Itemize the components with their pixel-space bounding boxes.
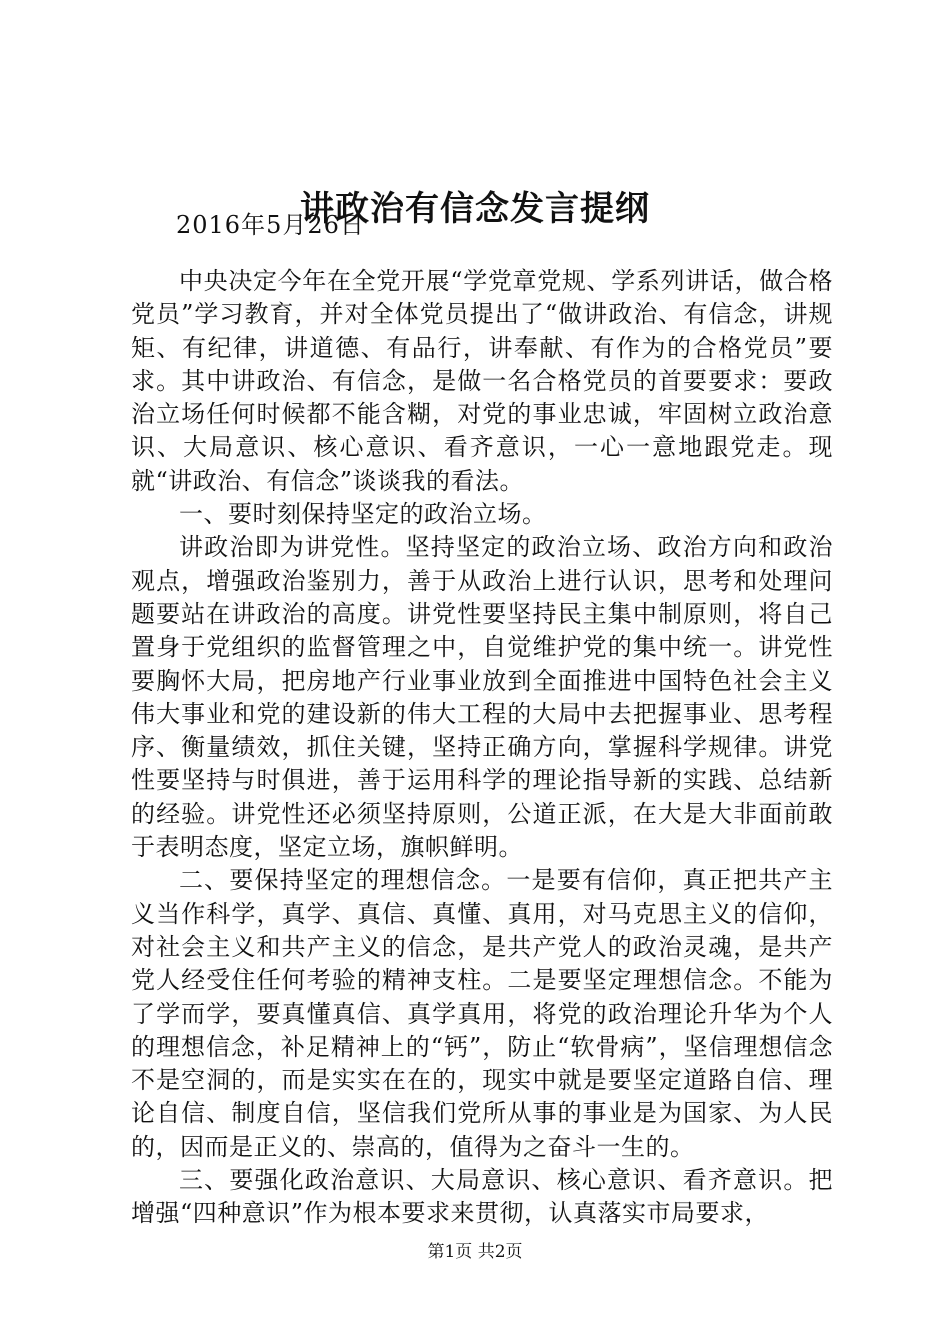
paragraph-section-3: 三、要强化政治意识、大局意识、核心意识、看齐意识。把增强“四种意识”作为根本要求来贯彻，认真落实市局要求， — [131, 1166, 833, 1228]
document-body — [131, 265, 833, 1231]
paragraph-intro: 中央决定今年在全党开展“学党章党规、学系列讲话，做合格党员”学习教育，并对全体党员提出了“做讲政治、有信念，讲规矩、有纪律，讲道德、有品行，讲奉献、有作为的合格党员”要求。其中讲政治、有信念，是做一名合格党员的首要要求：要政治立场任何时候都不能含糊，对党的事业忠诚，牢固树立政治意识、大局意识、核心意识、看齐意识，一心一意地跟党走。现就“讲政治、有信念”谈谈我的看法。 — [131, 267, 833, 495]
paragraph-section-1: 讲政治即为讲党性。坚持坚定的政治立场、政治方向和政治观点，增强政治鉴别力，善于从政治上进行认识，思考和处理问题要站在讲政治的高度。讲党性要坚持民主集中制原则，将自己置身于党组织的监督管理之中，自觉维护党的集中统一。讲党性要胸怀大局，把房地产行业事业放到全面推进中国特色社会主义伟大事业和党的建设新的伟大工程的大局中去把握事业、思考程序、衡量绩效，抓住关键，坚持正确方向，掌握科学规律。讲党性要坚持与时俱进，善于运用科学的理论指导新的实践、总结新的经验。讲党性还必须坚持原则，公道正派，在大是大非面前敢于表明态度，坚定立场，旗帜鲜明。 — [131, 533, 833, 862]
page-footer: 第1页 共2页 — [427, 1242, 523, 1262]
paragraph-section-2: 二、要保持坚定的理想信念。一是要有信仰，真正把共产主义当作科学，真学、真信、真懂、真用，对马克思主义的信仰，对社会主义和共产主义的信念，是共产党人的政治灵魂，是共产党人经受住任何考验的精神支柱。二是要坚定理想信念。不能为了学而学，要真懂真信、真学真用，将党的政治理论升华为个人的理想信念，补足精神上的“钙”，防止“软骨病”，坚信理想信念不是空洞的，而是实实在在的，现实中就是要坚定道路自信、理论自信、制度自信，坚信我们党所从事的事业是为国家、为人民的，因而是正义的、崇高的，值得为之奋斗一生的。 — [131, 866, 833, 1161]
document-date: 2016年5月26日 — [176, 211, 365, 239]
document-title: 讲政治有信念发言提纲 — [300, 189, 650, 229]
section-heading-1: 一、要时刻保持坚定的政治立场。 — [179, 500, 547, 529]
